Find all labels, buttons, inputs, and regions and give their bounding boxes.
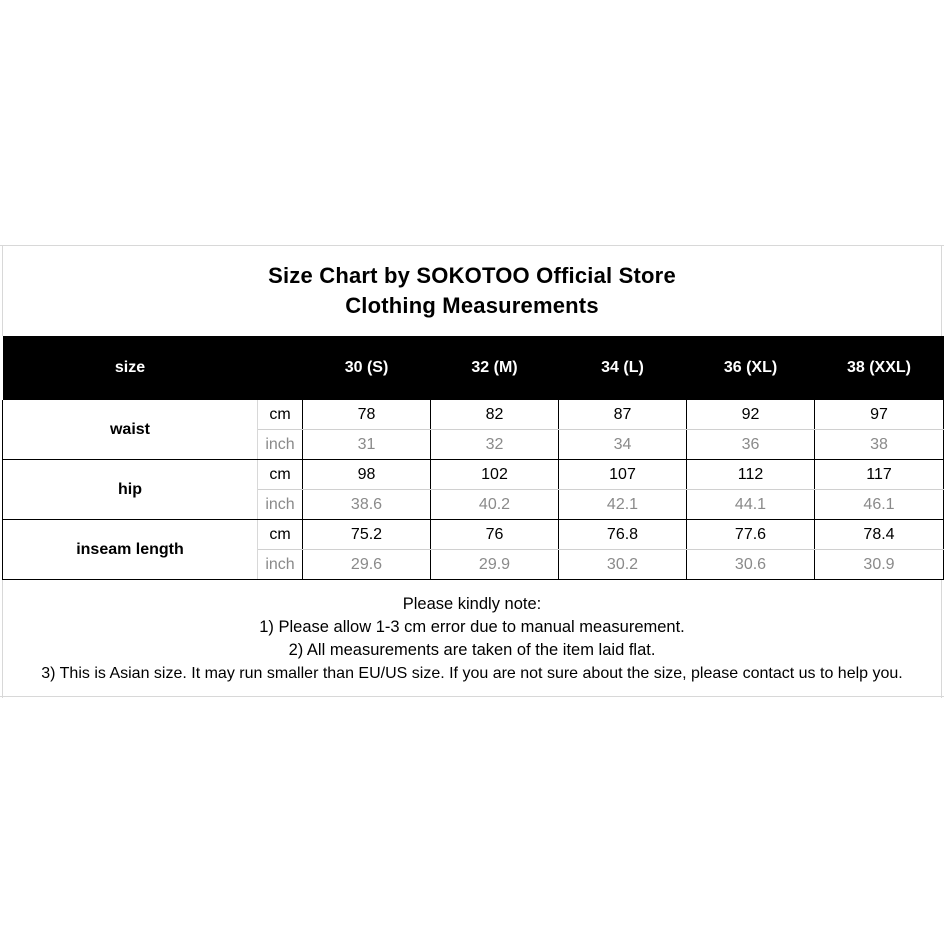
unit-cm: cm bbox=[258, 460, 303, 490]
table-cell: 76.8 bbox=[559, 520, 687, 550]
table-cell: 31 bbox=[303, 430, 431, 460]
size-chart-sheet bbox=[0, 245, 944, 697]
unit-inch: inch bbox=[258, 550, 303, 580]
table-cell: 75.2 bbox=[303, 520, 431, 550]
table-row bbox=[3, 520, 944, 550]
table-cell: 36 bbox=[687, 430, 815, 460]
title-area bbox=[2, 246, 942, 336]
table-cell: 76 bbox=[431, 520, 559, 550]
note-item: 1) Please allow 1-3 cm error due to manual measurement. bbox=[259, 618, 685, 636]
notes-section bbox=[2, 580, 942, 698]
table-cell: 34 bbox=[559, 430, 687, 460]
table-cell: 87 bbox=[559, 400, 687, 430]
size-col-header: 36 (XL) bbox=[687, 336, 815, 400]
table-cell: 77.6 bbox=[687, 520, 815, 550]
table-cell: 97 bbox=[815, 400, 944, 430]
unit-header bbox=[258, 336, 303, 400]
size-col-header: 38 (XXL) bbox=[815, 336, 944, 400]
unit-cm: cm bbox=[258, 520, 303, 550]
table-cell: 29.9 bbox=[431, 550, 559, 580]
table-cell: 117 bbox=[815, 460, 944, 490]
size-table bbox=[2, 336, 944, 580]
size-header: size bbox=[3, 336, 258, 400]
table-cell: 46.1 bbox=[815, 490, 944, 520]
table-cell: 98 bbox=[303, 460, 431, 490]
table-cell: 30.9 bbox=[815, 550, 944, 580]
note-item: 3) This is Asian size. It may run smaller than EU/US size. If you are not sure about the size, please contact us to help you. bbox=[41, 665, 903, 682]
table-cell: 29.6 bbox=[303, 550, 431, 580]
table-cell: 112 bbox=[687, 460, 815, 490]
table-cell: 107 bbox=[559, 460, 687, 490]
table-cell: 30.6 bbox=[687, 550, 815, 580]
table-cell: 30.2 bbox=[559, 550, 687, 580]
row-category-inseam-length: inseam length bbox=[3, 520, 258, 580]
row-category-hip: hip bbox=[3, 460, 258, 520]
table-cell: 38.6 bbox=[303, 490, 431, 520]
chart-subtitle: Clothing Measurements bbox=[345, 293, 599, 318]
chart-title: Size Chart by SOKOTOO Official Store bbox=[268, 263, 676, 288]
size-col-header: 34 (L) bbox=[559, 336, 687, 400]
table-cell: 78 bbox=[303, 400, 431, 430]
unit-cm: cm bbox=[258, 400, 303, 430]
table-cell: 32 bbox=[431, 430, 559, 460]
table-cell: 92 bbox=[687, 400, 815, 430]
header-row bbox=[3, 336, 944, 400]
unit-inch: inch bbox=[258, 430, 303, 460]
table-cell: 42.1 bbox=[559, 490, 687, 520]
row-category-waist: waist bbox=[3, 400, 258, 460]
table-cell: 78.4 bbox=[815, 520, 944, 550]
table-cell: 40.2 bbox=[431, 490, 559, 520]
note-item: 2) All measurements are taken of the item laid flat. bbox=[288, 641, 656, 659]
table-cell: 82 bbox=[431, 400, 559, 430]
size-col-header: 32 (M) bbox=[431, 336, 559, 400]
table-cell: 44.1 bbox=[687, 490, 815, 520]
notes-heading: Please kindly note: bbox=[402, 595, 542, 613]
table-row bbox=[3, 400, 944, 430]
table-cell: 102 bbox=[431, 460, 559, 490]
table-row bbox=[3, 460, 944, 490]
size-col-header: 30 (S) bbox=[303, 336, 431, 400]
table-cell: 38 bbox=[815, 430, 944, 460]
unit-inch: inch bbox=[258, 490, 303, 520]
